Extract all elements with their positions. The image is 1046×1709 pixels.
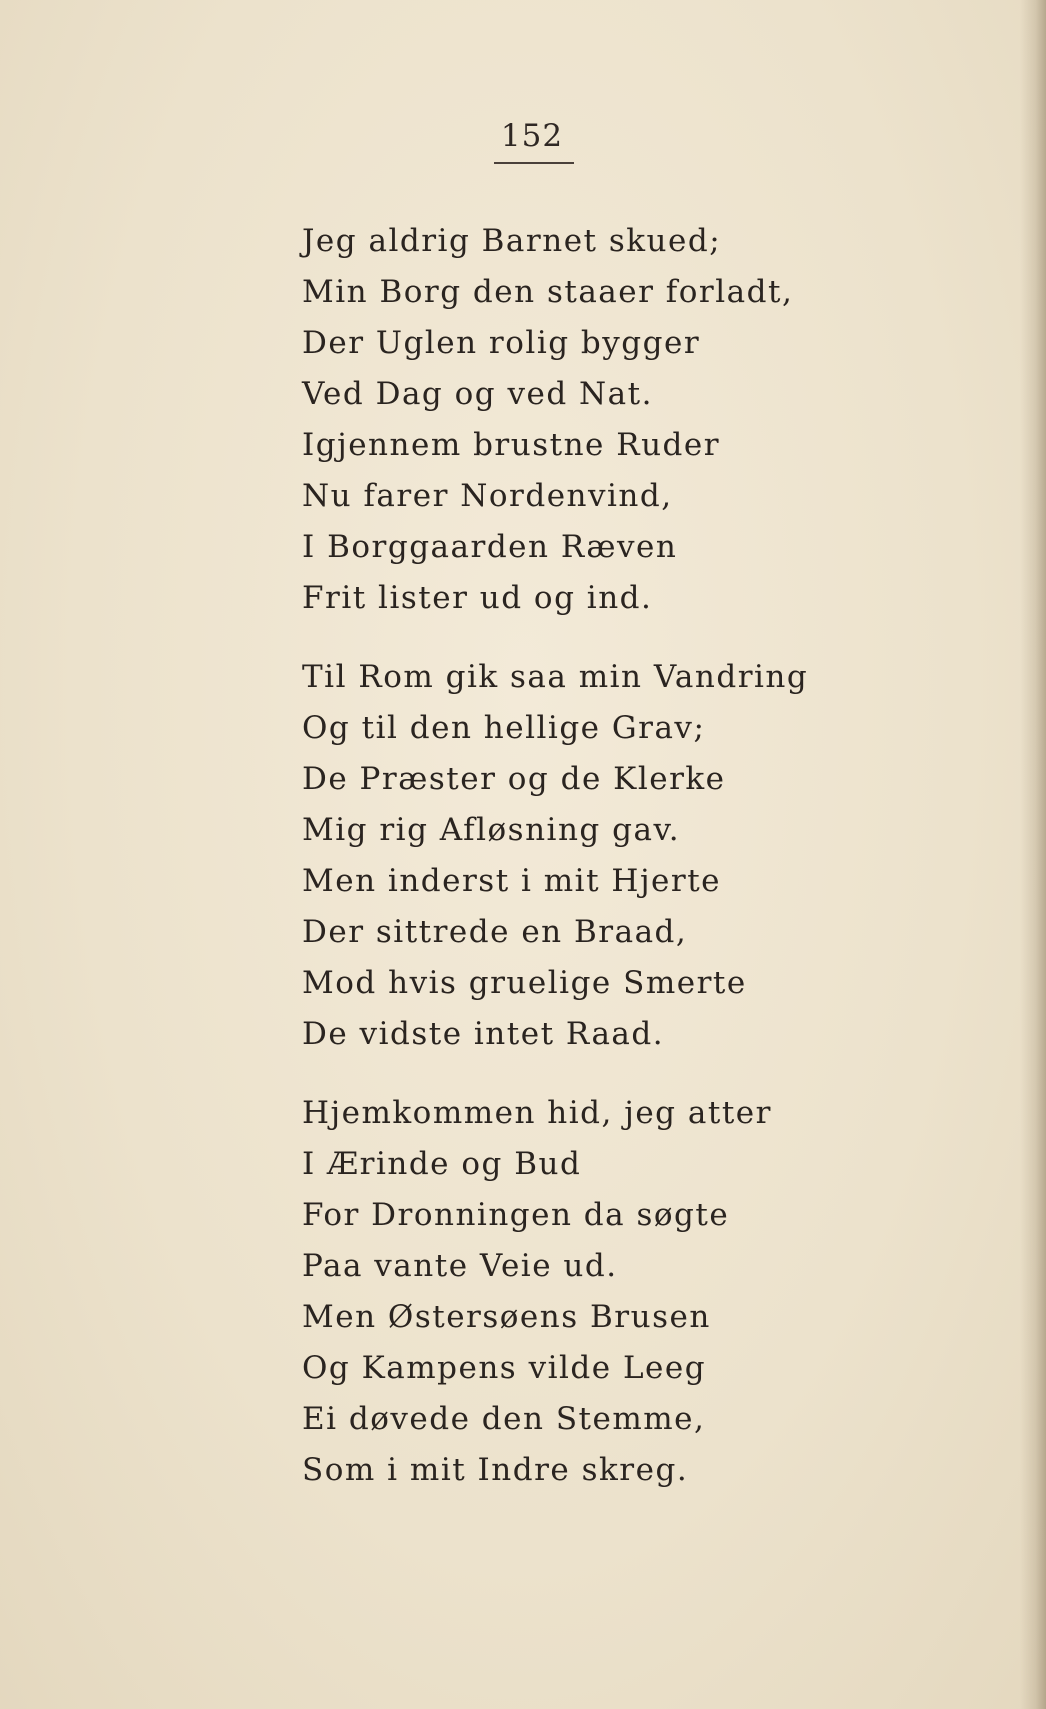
stanza-1	[302, 216, 1002, 624]
poem-line: Og til den hellige Grav;	[302, 710, 706, 746]
poem-line: Nu farer Nordenvind,	[302, 478, 673, 514]
stanza-2	[302, 652, 1002, 1060]
poem-line: Ved Dag og ved Nat.	[302, 376, 653, 412]
poem-line: Jeg aldrig Barnet skued;	[302, 223, 722, 259]
poem-line: Paa vante Veie ud.	[302, 1248, 618, 1284]
poem-line: Mod hvis gruelige Smerte	[302, 965, 747, 1001]
page-number: 152	[500, 118, 564, 154]
poem-line: Men Østersøens Brusen	[302, 1299, 711, 1335]
poem-line: I Ærinde og Bud	[302, 1146, 582, 1182]
poem-line: Og Kampens vilde Leeg	[302, 1350, 707, 1386]
page-number-rule	[494, 162, 574, 164]
poem-line: De Præster og de Klerke	[302, 761, 726, 797]
poem-line: Ei døvede den Stemme,	[302, 1401, 706, 1437]
poem-line: Der Uglen rolig bygger	[302, 325, 701, 361]
poem-line: Igjennem brustne Ruder	[302, 427, 721, 463]
poem-line: Frit lister ud og ind.	[302, 580, 653, 616]
poem-line: Men inderst i mit Hjerte	[302, 863, 722, 899]
poem-line: Der sittrede en Braad,	[302, 914, 688, 950]
poem-line: Hjemkommen hid, jeg atter	[302, 1095, 772, 1131]
poem-line: Til Rom gik saa min Vandring	[302, 659, 809, 695]
poem	[302, 216, 1002, 1496]
page-edge-shadow	[1020, 0, 1046, 1709]
poem-line: Mig rig Afløsning gav.	[302, 812, 681, 848]
poem-line: Som i mit Indre skreg.	[302, 1452, 689, 1488]
poem-line: For Dronningen da søgte	[302, 1197, 730, 1233]
poem-line: De vidste intet Raad.	[302, 1016, 665, 1052]
poem-line: I Borggaarden Ræven	[302, 529, 678, 565]
stanza-3	[302, 1088, 1002, 1496]
poem-line: Min Borg den staaer forladt,	[302, 274, 794, 310]
